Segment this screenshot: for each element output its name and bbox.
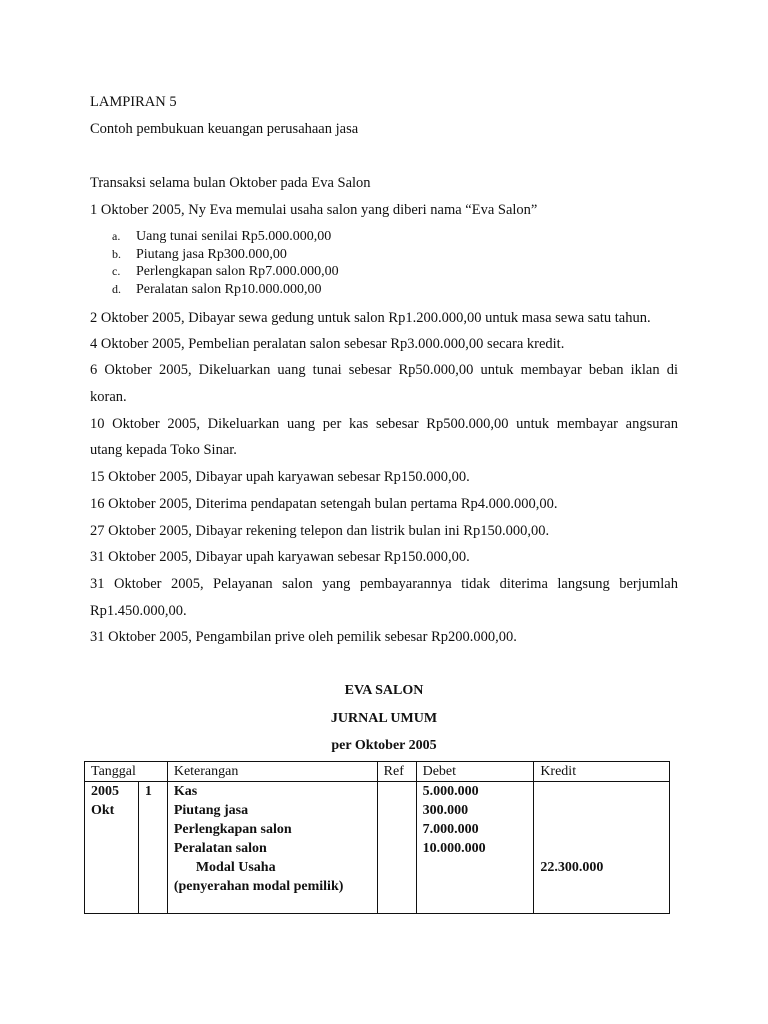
transaction-27: 27 Oktober 2005, Dibayar rekening telepon dan listrik bulan ini Rp150.000,00. [90,523,550,539]
transaction-4: 4 Oktober 2005, Pembelian peralatan salon sebesar Rp3.000.000,00 secara kredit. [90,336,565,352]
list-item: d. Peralatan salon Rp10.000.000,00 [112,281,322,297]
cell-debet [416,782,534,914]
credit-modal: 22.300.000 [540,860,604,875]
intro-text: Transaksi selama bulan Oktober pada Eva Salon [90,175,371,191]
transaction-6: 6 Oktober 2005, Dikeluarkan uang tunai sebesar Rp50.000,00 untuk membayar beban iklan di [90,362,678,378]
transaction-31b: 31 Oktober 2005, Pelayanan salon yang pembayarannya tidak diterima langsung berjumlah [90,576,678,592]
debit-peralatan: 10.000.000 [422,841,486,856]
transaction-31b-cont: Rp1.450.000,00. [90,603,187,619]
transaction-31c: 31 Oktober 2005, Pengambilan prive oleh pemilik sebesar Rp200.000,00. [90,629,517,645]
transaction-10: 10 Oktober 2005, Dikeluarkan uang per kas sebesar Rp500.000,00 untuk membayar angsuran [90,416,678,432]
entry-note: (penyerahan modal pemilik) [173,879,344,894]
table-row [85,782,670,914]
transaction-16: 16 Oktober 2005, Diterima pendapatan setengah bulan pertama Rp4.000.000,00. [90,496,558,512]
journal-period: per Oktober 2005 [331,738,437,753]
entry-month: Okt [91,803,115,818]
cell-date-day [138,782,167,914]
cell-kredit [534,782,670,914]
document-subtitle: Contoh pembukuan keuangan perusahaan jasa [90,121,359,137]
appendix-label: LAMPIRAN 5 [90,94,177,110]
journal-title: JURNAL UMUM [330,711,438,726]
account-piutang: Piutang jasa [173,803,249,818]
entry-day: 1 [144,784,152,799]
transaction-1: 1 Oktober 2005, Ny Eva memulai usaha salon yang diberi nama “Eva Salon” [90,202,538,218]
cell-date-month [85,782,139,914]
transaction-31a: 31 Oktober 2005, Dibayar upah karyawan sebesar Rp150.000,00. [90,549,470,565]
transaction-6-cont: koran. [90,389,127,405]
journal-company: EVA SALON [344,683,424,698]
account-modal: Modal Usaha [195,860,276,875]
header-kredit: Kredit [534,762,670,782]
list-item: b. Piutang jasa Rp300.000,00 [112,246,287,262]
cell-description [167,782,377,914]
transaction-10-cont: utang kepada Toko Sinar. [90,442,237,458]
debit-kas: 5.000.000 [422,784,479,799]
transaction-15: 15 Oktober 2005, Dibayar upah karyawan sebesar Rp150.000,00. [90,469,470,485]
header-tanggal: Tanggal [85,762,168,782]
list-item: a. Uang tunai senilai Rp5.000.000,00 [112,229,332,244]
journal-table [84,761,670,914]
entry-year: 2005 [91,784,119,799]
header-debet: Debet [416,762,534,782]
journal-header-row [85,762,670,782]
cell-ref [377,782,416,914]
account-perlengkapan: Perlengkapan salon [173,822,292,837]
header-ref: Ref [377,762,416,782]
transaction-2: 2 Oktober 2005, Dibayar sewa gedung untuk salon Rp1.200.000,00 untuk masa sewa satu tahun. [90,310,651,326]
debit-perlengkapan: 7.000.000 [422,822,479,837]
header-keterangan: Keterangan [167,762,377,782]
initial-capital-list [112,228,339,298]
list-item: c. Perlengkapan salon Rp7.000.000,00 [112,264,339,279]
account-kas: Kas [173,784,198,799]
account-peralatan: Peralatan salon [173,841,267,856]
debit-piutang: 300.000 [422,803,469,818]
